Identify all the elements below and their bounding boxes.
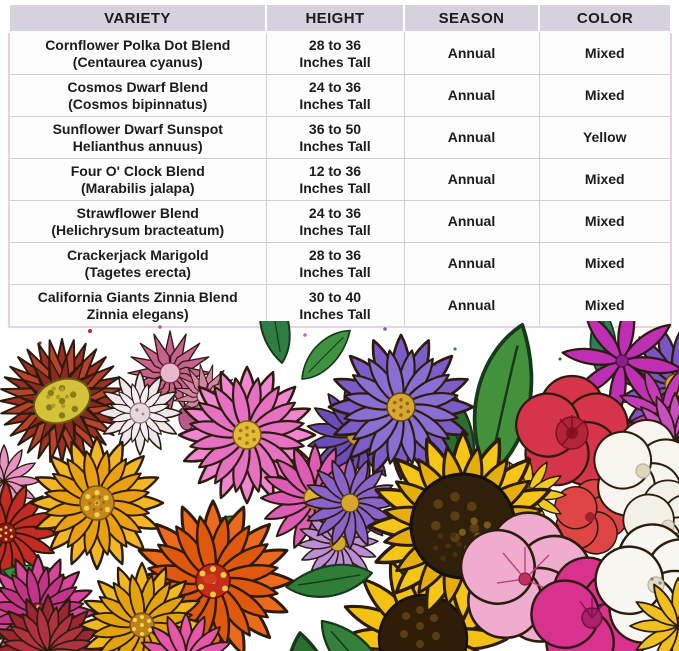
height-line: 30 to 40 bbox=[308, 288, 362, 305]
variety-line: Sunflower Dwarf Sunspot bbox=[52, 120, 223, 137]
variety-line: Four O' Clock Blend bbox=[70, 162, 205, 179]
variety-line: California Giants Zinnia Blend bbox=[37, 288, 238, 305]
seed-variety-table-wrap bbox=[8, 3, 670, 328]
variety-line: (Tagetes erecta) bbox=[84, 263, 191, 280]
season-cell bbox=[404, 75, 539, 117]
height-line: Inches Tall bbox=[299, 221, 371, 238]
color-cell bbox=[539, 243, 671, 285]
variety-line: Zinnia elegans) bbox=[86, 305, 189, 322]
season-value: Annual bbox=[447, 171, 496, 187]
color-value: Mixed bbox=[584, 87, 625, 103]
season-cell bbox=[404, 201, 539, 243]
variety-line: Crackerjack Marigold bbox=[66, 246, 209, 263]
height-line: Inches Tall bbox=[299, 263, 371, 280]
season-value: Annual bbox=[447, 87, 496, 103]
height-line: 24 to 36 bbox=[308, 78, 362, 95]
header-row bbox=[9, 4, 671, 32]
color-cell bbox=[539, 201, 671, 243]
color-cell bbox=[539, 32, 671, 75]
table-row bbox=[9, 159, 671, 201]
variety-line: Strawflower Blend bbox=[76, 204, 199, 221]
season-value: Annual bbox=[447, 297, 496, 313]
variety-line: (Helichrysum bracteatum) bbox=[51, 221, 225, 238]
variety-cell bbox=[9, 75, 266, 117]
variety-cell bbox=[9, 243, 266, 285]
height-line: 28 to 36 bbox=[308, 36, 362, 53]
height-line: 28 to 36 bbox=[308, 246, 362, 263]
variety-line: Cosmos Dwarf Blend bbox=[67, 78, 209, 95]
color-value: Mixed bbox=[584, 171, 625, 187]
season-value: Annual bbox=[447, 45, 496, 61]
flower-bouquet-illustration bbox=[0, 321, 679, 651]
variety-line: (Centaurea cyanus) bbox=[72, 53, 203, 70]
color-cell bbox=[539, 75, 671, 117]
height-line: Inches Tall bbox=[299, 305, 371, 322]
table-row bbox=[9, 201, 671, 243]
header-color: COLOR bbox=[539, 4, 671, 32]
color-value: Mixed bbox=[584, 45, 625, 61]
header-height: HEIGHT bbox=[266, 4, 404, 32]
height-line: Inches Tall bbox=[299, 179, 371, 196]
height-cell bbox=[266, 159, 404, 201]
height-cell bbox=[266, 75, 404, 117]
header-variety: VARIETY bbox=[9, 4, 266, 32]
season-value: Annual bbox=[447, 129, 496, 145]
height-cell bbox=[266, 243, 404, 285]
variety-cell bbox=[9, 32, 266, 75]
color-value: Mixed bbox=[584, 255, 625, 271]
season-cell bbox=[404, 243, 539, 285]
variety-cell bbox=[9, 201, 266, 243]
color-cell bbox=[539, 117, 671, 159]
season-cell bbox=[404, 32, 539, 75]
table-row bbox=[9, 75, 671, 117]
variety-line: (Cosmos bipinnatus) bbox=[68, 95, 208, 112]
height-line: 12 to 36 bbox=[308, 162, 362, 179]
season-cell bbox=[404, 117, 539, 159]
height-cell bbox=[266, 32, 404, 75]
variety-line: Helianthus annuus) bbox=[72, 137, 203, 154]
color-value: Yellow bbox=[582, 129, 627, 145]
height-line: 24 to 36 bbox=[308, 204, 362, 221]
season-value: Annual bbox=[447, 255, 496, 271]
table-row bbox=[9, 32, 671, 75]
height-line: Inches Tall bbox=[299, 95, 371, 112]
aster-purple-bottom bbox=[304, 457, 396, 549]
header-season: SEASON bbox=[404, 4, 539, 32]
table-row bbox=[9, 117, 671, 159]
seed-variety-table bbox=[8, 3, 672, 328]
table-row bbox=[9, 243, 671, 285]
height-line: Inches Tall bbox=[299, 53, 371, 70]
height-line: 36 to 50 bbox=[308, 120, 362, 137]
variety-line: Cornflower Polka Dot Blend bbox=[45, 36, 231, 53]
color-value: Mixed bbox=[584, 297, 625, 313]
height-line: Inches Tall bbox=[299, 137, 371, 154]
variety-cell bbox=[9, 159, 266, 201]
height-cell bbox=[266, 117, 404, 159]
variety-cell bbox=[9, 117, 266, 159]
height-cell bbox=[266, 201, 404, 243]
variety-line: (Marabilis jalapa) bbox=[80, 179, 195, 196]
season-cell bbox=[404, 159, 539, 201]
season-value: Annual bbox=[447, 213, 496, 229]
color-cell bbox=[539, 159, 671, 201]
color-value: Mixed bbox=[584, 213, 625, 229]
